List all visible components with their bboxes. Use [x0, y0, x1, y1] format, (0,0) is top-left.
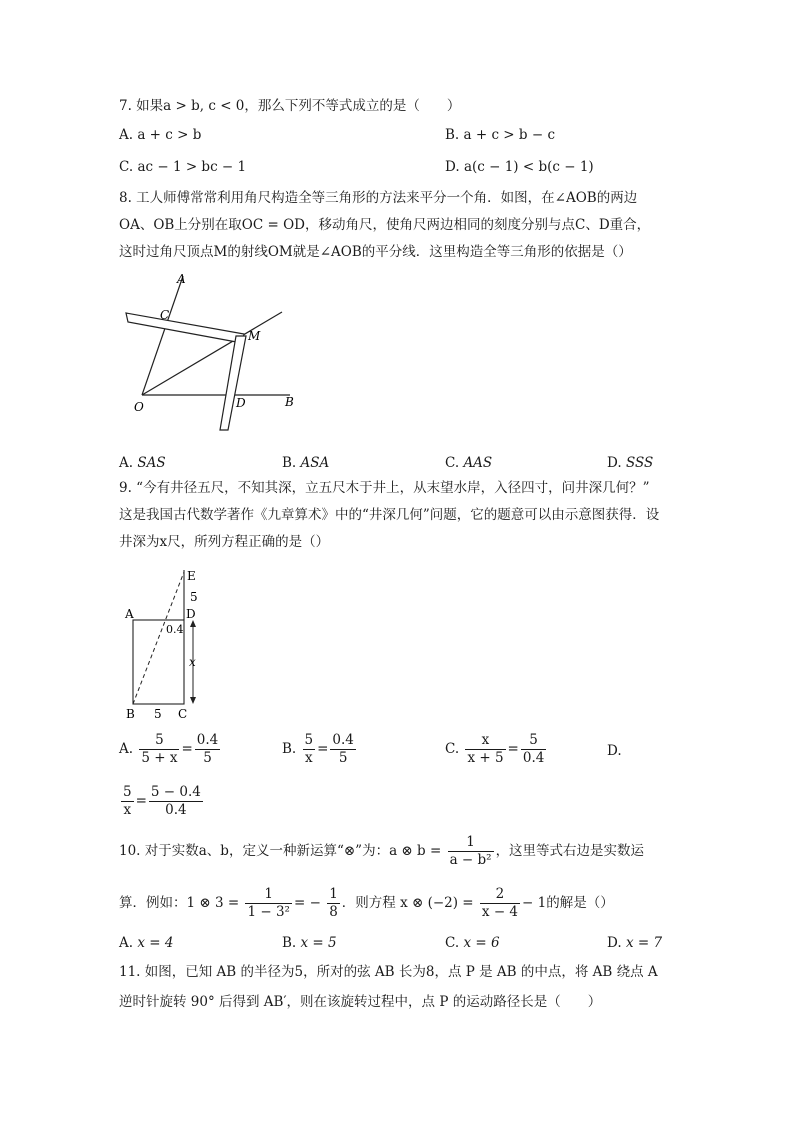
q8-line-1: 8. 工人师傅常常利用角尺构造全等三角形的方法来平分一个角．如图，在∠AOB的两边 [119, 190, 638, 206]
q8-option-c-text: AAS [463, 455, 493, 471]
q9-a-left-num: 5 [155, 732, 164, 748]
q8-label-o: O [134, 400, 144, 414]
q8-label-a: A [177, 272, 186, 286]
q10-example-fraction-2 [327, 886, 340, 921]
q8-line-2: OA、OB上分别在取OC = OD，移动角尺，使角尺两边相同的刻度分别与点C、D重合， [119, 217, 651, 233]
q10-example-fraction-1 [245, 886, 291, 921]
q9-option-d-letter: D. [607, 743, 622, 759]
q10-option-a-text: x = 4 [137, 935, 174, 951]
q8-label-m: M [248, 329, 261, 343]
q8-label-c: C [160, 308, 170, 322]
q10-def-den: a − b² [449, 852, 492, 868]
q8-option-d-text: SSS [625, 455, 654, 471]
q8-option-c-letter: C. [445, 455, 460, 471]
q7-stem: 7. 如果a > b, c < 0，那么下列不等式成立的是（ ） [119, 98, 461, 114]
q7-option-b-letter: B. [445, 127, 460, 143]
q9-label-e: E [187, 569, 196, 583]
q10-option-d [607, 933, 662, 953]
q9-d-right-den: 0.4 [149, 801, 203, 819]
q7-option-c [119, 157, 246, 177]
q9-a-left-den: 5 + x [141, 750, 178, 766]
q9-label-five-top: 5 [190, 590, 198, 604]
q9-c-left-num: x [481, 732, 490, 748]
q10-def-num: 1 [466, 834, 475, 850]
q9-b-left-num: 5 [304, 732, 314, 748]
q10-option-b-text: x = 5 [300, 935, 337, 951]
q10-option-d-text: x = 7 [625, 935, 663, 951]
q10-option-c-letter: C. [445, 935, 460, 951]
q11-line-1: 11. 如图，已知 AB 的半径为5，所对的弦 AB 长为8，点 P 是 AB 的中点，将 AB 绕点 A [119, 964, 658, 980]
q9-option-a-right-fraction [195, 732, 220, 767]
q10-line2-post: − 1的解是（） [522, 895, 614, 911]
q9-label-x: x [189, 655, 196, 669]
q9-label-b: B [126, 707, 135, 721]
q7-option-d-letter: D. [445, 159, 460, 175]
q10-option-c [445, 933, 500, 953]
q10-line2-pre: 算．例如：1 ⊗ 3 = [119, 895, 240, 911]
q7-option-d-text: a(c − 1) < b(c − 1) [463, 159, 594, 175]
q8-figure [120, 268, 320, 436]
q9-a-right-den: 5 [195, 749, 220, 767]
q10-ex2-den: 8 [329, 904, 338, 920]
q9-option-a-letter: A. [119, 741, 134, 757]
q9-line-3: 井深为x尺，所列方程正确的是（） [119, 534, 330, 550]
q7-option-b [445, 125, 555, 145]
q11-line-2: 逆时针旋转 90° 后得到 AB′，则在该旋转过程中，点 P 的运动路径长是（ ） [119, 994, 602, 1010]
q9-a-right-num: 0.4 [196, 732, 219, 748]
q9-c-right-den: 0.4 [522, 750, 545, 766]
q7-option-c-text: ac − 1 > bc − 1 [137, 159, 247, 175]
q10-option-d-letter: D. [607, 935, 622, 951]
q9-option-d-right-fraction [149, 784, 203, 819]
q9-b-right-den: 5 [330, 749, 355, 767]
q8-option-b-letter: B. [282, 455, 297, 471]
q10-line-1 [119, 834, 644, 869]
q7-option-a-text: a + c > b [137, 127, 202, 143]
q10-line2-mid: ．则方程 x ⊗ (−2) = [341, 895, 474, 911]
q8-option-d [607, 453, 653, 473]
q7-option-c-letter: C. [119, 159, 134, 175]
q10-ex-mid: = − [293, 895, 321, 911]
q9-c-right-num: 5 [529, 732, 538, 748]
q9-option-b-left-fraction [303, 732, 316, 767]
q7-option-d [445, 157, 594, 177]
q10-option-c-text: x = 6 [463, 935, 500, 951]
q9-option-d: $\frac{5}{x}$ = $\frac{5 - 0.4}{0.4}$ [123, 784, 201, 818]
q10-line1-pre: 10. 对于实数a、b，定义一种新运算“⊗”为：a ⊗ b = [119, 843, 442, 859]
q8-option-c [445, 453, 492, 473]
q9-d-left-num: 5 [123, 784, 132, 800]
q8-label-b: B [285, 395, 294, 409]
q9-option-b-letter: B. [282, 741, 297, 757]
q9-option-d-left-fraction [121, 784, 134, 819]
q8-option-a-text: SAS [137, 455, 166, 471]
q8-option-d-letter: D. [607, 455, 622, 471]
q9-option-c-right-fraction [521, 732, 546, 767]
q9-option-a-left-fraction [139, 732, 179, 767]
q9-option-b: B. $\frac{5}{x}$ = $\frac{0.4}{5}$ [282, 732, 354, 766]
q10-equation-fraction [480, 886, 520, 921]
q9-d-left-den: x [121, 801, 134, 819]
q9-b-right-num: 0.4 [332, 732, 354, 748]
q10-eq-num: 2 [495, 886, 505, 902]
q9-label-five-bottom: 5 [154, 707, 162, 721]
q9-d-right-num: 5 − 0.4 [150, 784, 201, 800]
q9-c-left-den: x + 5 [467, 750, 504, 766]
q10-option-a [119, 933, 173, 953]
q10-ex-num: 1 [264, 886, 274, 902]
q9-line-1: 9. “今有井径五尺，不知其深，立五尺木于井上，从末望水岸，入径四寸，问井深几何？” [119, 480, 650, 496]
q10-option-a-letter: A. [119, 935, 134, 951]
q8-option-b-text: ASA [300, 455, 330, 471]
q8-line-3: 这时过角尺顶点M的射线OM就是∠AOB的平分线．这里构造全等三角形的依据是（） [119, 244, 632, 260]
q9-option-c-letter: C. [445, 741, 460, 757]
q10-line1-post: ，这里等式右边是实数运 [495, 843, 645, 859]
q8-option-a-letter: A. [119, 455, 134, 471]
q10-option-b [282, 933, 337, 953]
q9-option-c-left-fraction [465, 732, 505, 767]
q9-option-a: A. $\frac{5}{5 + x}$ = $\frac{0.4}{5}$ [119, 732, 219, 766]
q8-label-d: D [236, 396, 246, 410]
q9-option-c: C. $\frac{x}{x + 5}$ = $\frac{5}{0.4}$ [445, 732, 545, 766]
q10-line-2 [119, 886, 614, 921]
q9-b-left-den: x [303, 749, 316, 767]
q7-option-b-text: a + c > b − c [463, 127, 556, 143]
q9-label-c: C [178, 707, 188, 721]
q10-ex2-num: 1 [329, 886, 338, 902]
q10-definition-fraction [448, 834, 494, 869]
q10-ex-den: 1 − 3² [247, 904, 290, 920]
q9-label-a: A [125, 607, 134, 621]
q10-option-b-letter: B. [282, 935, 297, 951]
q7-option-a-letter: A. [119, 127, 134, 143]
q9-option-b-right-fraction [330, 732, 355, 767]
q7-option-a [119, 125, 201, 145]
q9-figure [120, 566, 220, 724]
q8-option-a [119, 453, 166, 473]
q9-label-point4: 0.4 [166, 623, 184, 636]
q9-line-2: 这是我国古代数学著作《九章算术》中的“井深几何”问题，它的题意可以由示意图获得．设 [119, 507, 660, 523]
q10-eq-den: x − 4 [481, 904, 519, 920]
q9-label-d: D [186, 607, 196, 621]
q8-option-b [282, 453, 329, 473]
